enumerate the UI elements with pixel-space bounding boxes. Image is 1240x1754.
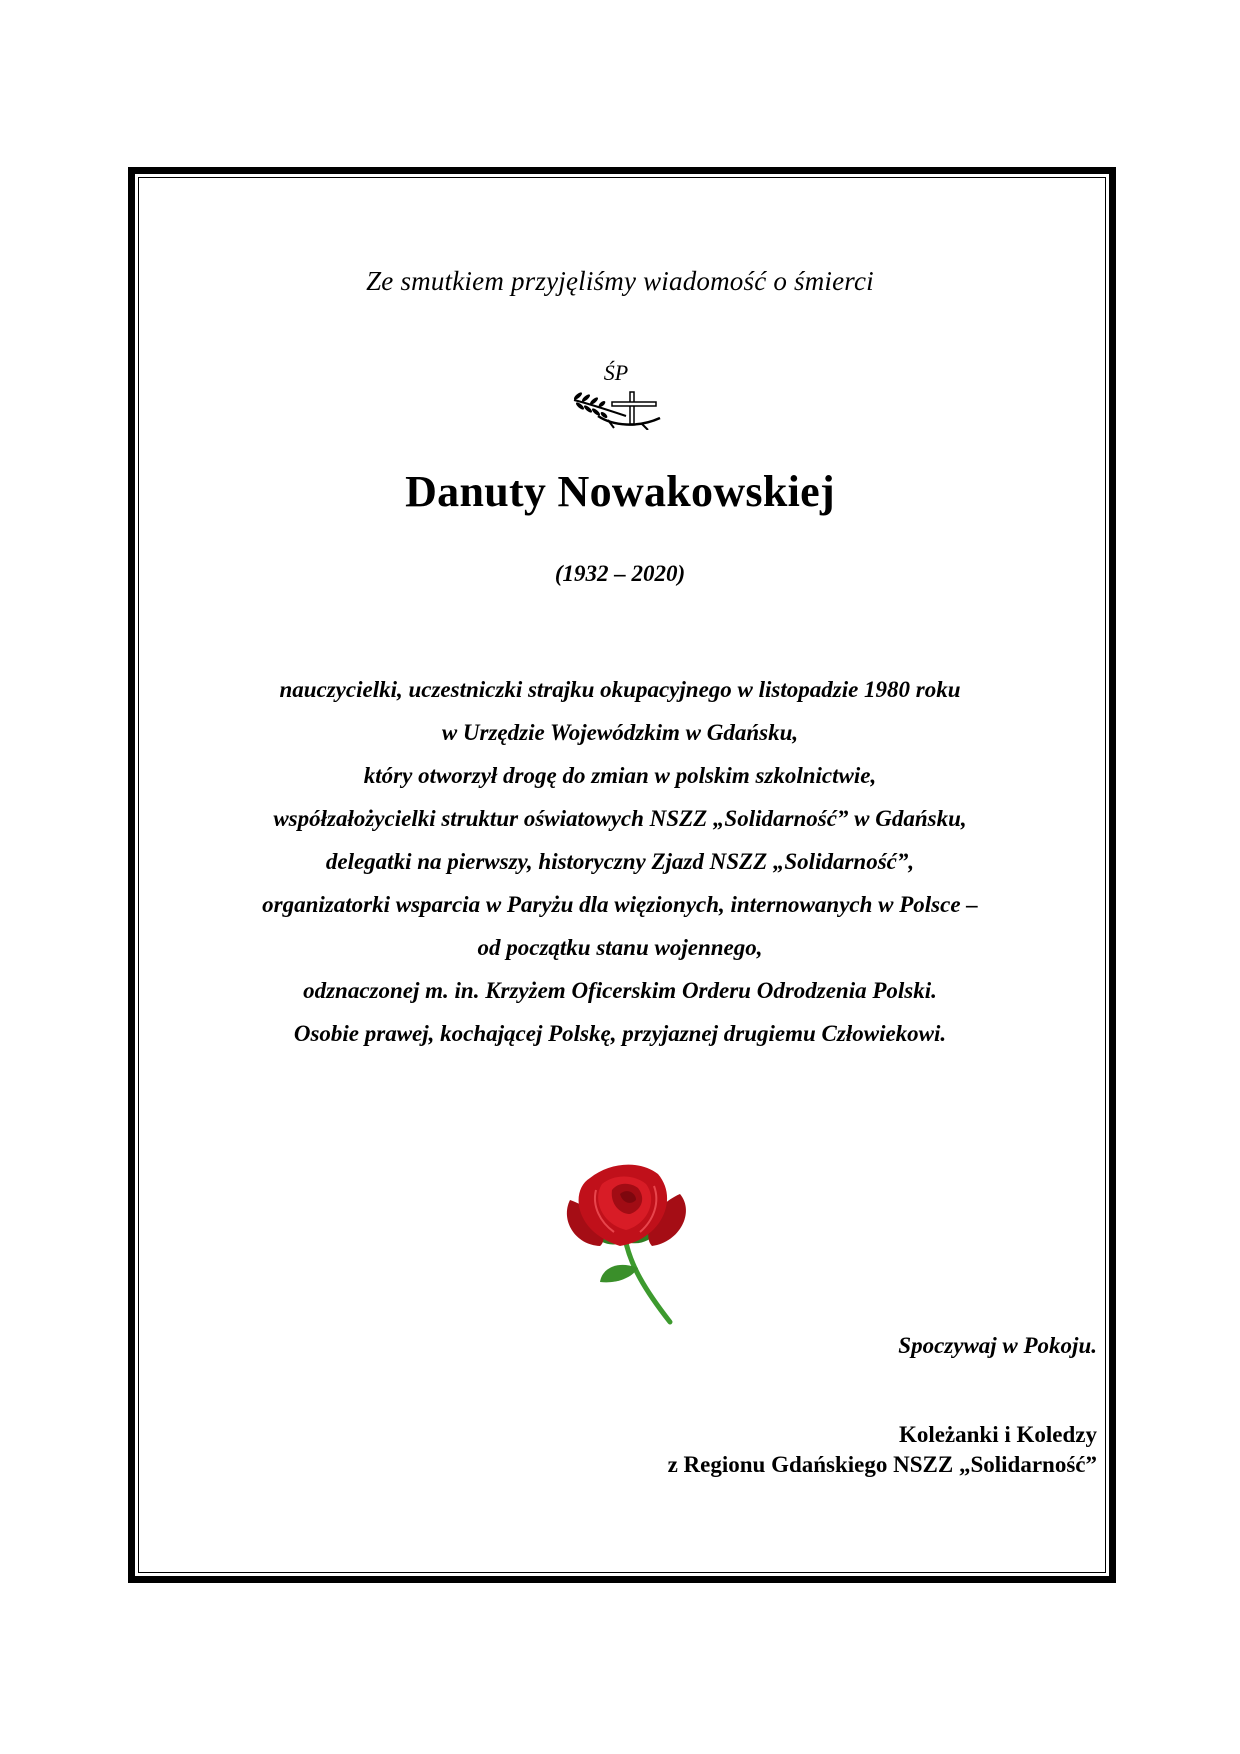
signature-block (668, 1420, 1097, 1480)
tribute-line: odznaczonej m. in. Krzyżem Oficerskim Orderu Odrodzenia Polski. (303, 978, 937, 1003)
tribute-line: nauczycielki, uczestniczki strajku okupacyjnego w listopadzie 1980 roku (279, 677, 961, 702)
tribute-line: organizatorki wsparcia w Paryżu dla więzionych, internowanych w Polsce – (262, 892, 978, 917)
tribute-line: w Urzędzie Wojewódzkim w Gdańsku, (441, 720, 799, 745)
deceased-name: Danuty Nowakowskiej (405, 467, 835, 516)
tribute-line: który otworzył drogę do zmian w polskim szkolnictwie, (363, 763, 877, 788)
tribute-text (0, 668, 1240, 1055)
life-dates: (1932 – 2020) (554, 561, 686, 586)
tribute-line: Osobie prawej, kochającej Polskę, przyjaznej drugiemu Człowiekowi. (293, 1021, 947, 1046)
tribute-line: delegatki na pierwszy, historyczny Zjazd NSZZ „Solidarność”, (325, 849, 915, 874)
signature-line: z Regionu Gdańskiego NSZZ „Solidarność” (667, 1452, 1097, 1477)
intro-text: Ze smutkiem przyjęliśmy wiadomość o śmierci (366, 266, 874, 296)
sp-letters: ŚP (603, 360, 629, 385)
sp-emblem (568, 360, 664, 430)
tribute-line: od początku stanu wojennego, (477, 935, 763, 960)
red-rose-icon (530, 1150, 720, 1330)
palm-branch-cross-icon (568, 386, 664, 430)
signature-line: Koleżanki i Koledzy (898, 1422, 1097, 1447)
farewell-text: Spoczywaj w Pokoju. (898, 1333, 1097, 1358)
tribute-line: współzałożycielki struktur oświatowych NSZZ „Solidarność” w Gdańsku, (273, 806, 967, 831)
